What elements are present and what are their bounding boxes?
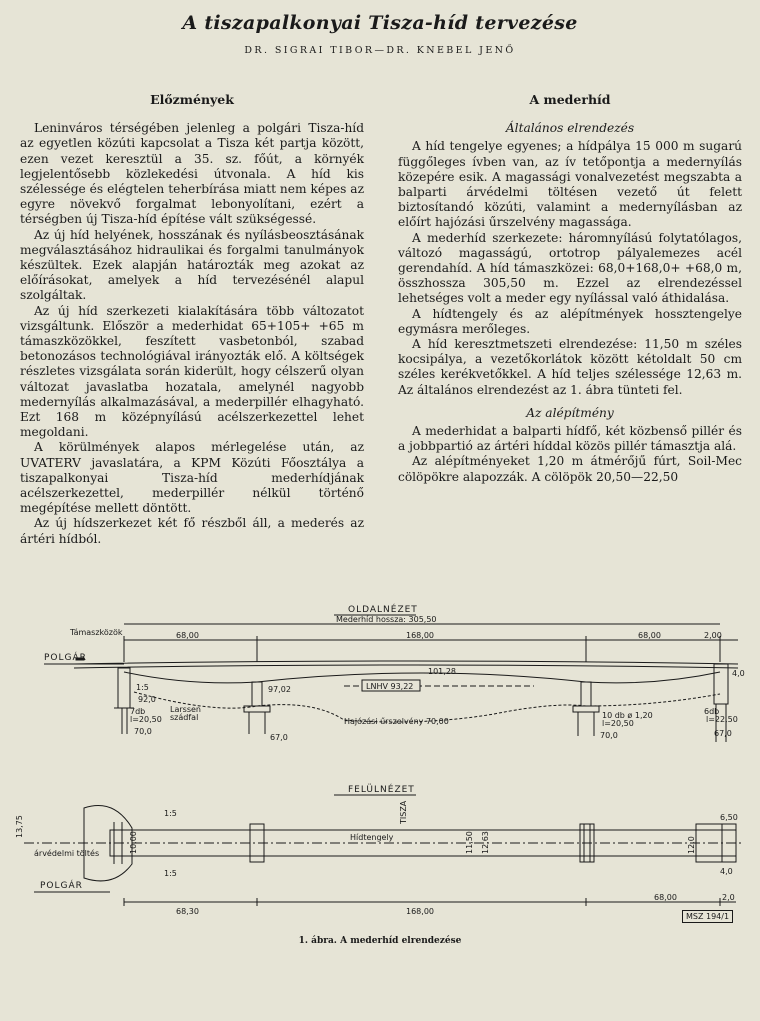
total-length-label: Mederhíd hossza: 305,50 [336,615,437,624]
slope-left: 1:5 [136,683,149,692]
w-right-3: 4,0 [720,867,733,876]
right-top: 4,0 [732,669,745,678]
span-mid: 168,00 [406,631,434,640]
plan-end: 2,0 [722,893,735,902]
side-view-title: OLDALNÉZET [348,605,418,615]
axis-label: Hídtengely [350,833,394,842]
paragraph: A híd tengelye egyenes; a hídpálya 15 000 m sugarú függőleges ívben van, az ív tetőpontja a medernyílás közepére esik. A magassági vonalvezetést megszabta a balparti árvédelmi töltésen vezető út felett biztosítandó közúti, valamint a medernyílásban az előírt hajózási űrszelvény magassága. [398,139,742,230]
piles-pier2: 10 db ø 1,20 [602,711,653,720]
bridge-drawing [14,602,750,957]
w-left-1: 13,75 [15,815,24,838]
dike-label: árvédelmi töltés [34,849,100,858]
base-pier2: 70,0 [600,731,618,740]
w-mid-2: 12,63 [481,831,490,854]
span-left: 68,00 [176,631,199,640]
paragraph: A körülmények alapos mérlegelése után, az UVATERV javaslatára, a KPM Közúti Főosztálya a tiszapalkonyai Tisza-híd mederhídjának acélszerkezettel, mederpillér nélkül történő megépítése mellett döntött. [20,440,364,516]
pile-len-left: l=20,50 [130,715,162,724]
nav-clearance: Hajózási űrszelvény 70,00 [344,717,449,726]
standard-stamp: MSZ 194/1 [682,910,733,923]
pier-level: 97,02 [268,685,291,694]
plan-view-title: FELÜLNÉZET [348,785,415,795]
w-right-2: 6,50 [720,813,738,822]
larssen-label: Larssen [170,705,201,714]
base-left: 70,0 [134,727,152,736]
w-right-1: 12,0 [687,836,696,854]
plan-mid: 168,00 [406,907,434,916]
right-column [398,92,742,485]
paragraph: Leninváros térségében jelenleg a polgári Tisza-híd az egyetlen közúti kapcsolat a Tisza két partja között, ezen vezet keresztül a 35. sz. főút, a környék legjelentősebb közlekedési útvonala. A híd kis szélessége és elégtelen teherbírása miatt nem képes az egyre növekvő forgalmat lebonyolítani, ezért a térségben új Tisza-híd építése vált szükségessé. [20,121,364,227]
lnhv-label: LNHV 93,22 [366,682,414,691]
slope-plan-bottom: 1:5 [164,869,177,878]
town-label: POLGÁR [44,653,87,663]
base-pier1: 67,0 [270,733,288,742]
figure-caption: 1. ábra. A mederhíd elrendezése [298,936,462,946]
paragraph: Az új hídszerkezet két fő részből áll, a mederés az ártéri hídból. [20,516,364,546]
pile-len-pier2: l=20,50 [602,719,634,728]
paragraph: Az új híd helyének, hosszának és nyílásbeosztásának megválasztásához hidraulikai és forgalmi tanulmányok készültek. Ezek alapján határozták meg azokat az előírásokat, amelyek a híd tervezésénél alapul szolgáltak. [20,227,364,303]
plan-left: 68,30 [176,907,199,916]
section-heading-elozmenyek: Előzmények [150,92,234,107]
w-left-2: 10,00 [129,831,138,854]
base-right: 67,0 [714,729,732,738]
left-column [20,92,364,547]
river-label: TISZA [399,800,408,824]
right-piles-count: 6db [704,707,720,716]
subheading-alepitmeny: Az alépítmény [526,405,614,420]
paragraph: A híd keresztmetszeti elrendezése: 11,50 m széles kocsipálya, a vezetőkorlátok között kétoldalt 50 cm széles kerékvetőkkel. A híd teljes szélessége 12,63 m. Az általános elrendezést az 1. ábra tünteti fel. [398,337,742,397]
paragraph: A hídtengely és az alépítmények hossztengelye egymásra merőleges. [398,306,742,336]
slope-plan-top: 1:5 [164,809,177,818]
span-right: 68,00 [638,631,661,640]
plan-right: 68,00 [654,893,677,902]
szadfal-label: szádfal [170,713,199,722]
w-mid-1: 11,50 [465,831,474,854]
span-end: 2,00 [704,631,722,640]
article-authors: DR. SIGRAI TIBOR—DR. KNEBEL JENŐ [244,45,516,56]
paragraph: Az alépítményeket 1,20 m átmérőjű fúrt, Soil-Mec cölöpökre alapozzák. A cölöpök 20,50—22,50 [398,454,742,484]
paragraph: Az új híd szerkezeti kialakítására több változatot vizsgáltunk. Először a mederhidat 65+105+ +65 m támaszközökkel, feszített vasbetonból, szabad betonozásos technológiával irányozták elő. A költségek részletes vizsgálata során kiderült, hogy célszerű olyan változat javaslatba hozatala, amelynél nagyobb medernyílás alkalmazásával, a mederpillér elhagyható. Ezt 168 m középnyílású acélszerkezettel lehet megoldani. [20,303,364,440]
paragraph: A mederhidat a balparti hídfő, két közbenső pillér és a jobbpartió az ártéri híddal közös pillér támasztja alá. [398,424,742,454]
section-heading-mederhid: A mederhíd [529,92,611,107]
town-label-plan: POLGÁR [40,881,83,891]
crest-level: 101,28 [428,667,456,676]
paragraph: A mederhíd szerkezete: háromnyílású folytatólagos, változó magasságú, ortotrop pályalemezes acél gerendahíd. A híd támaszközei: 68,0+168,0+ +68,0 m, összhossza 305,50 m. Ezzel az elrendezéssel lehetséges volt a meder egy nyílással való áthidalása. [398,230,742,306]
subheading-altalanos: Általános elrendezés [505,121,635,136]
right-pile: l=22,50 [706,715,738,724]
left-level: 92,0 [138,695,156,704]
article-title: A tiszapalkonyai Tisza-híd tervezése [182,12,578,34]
piles-left: 7db [130,707,146,716]
spans-label: Támaszközök [70,628,123,637]
